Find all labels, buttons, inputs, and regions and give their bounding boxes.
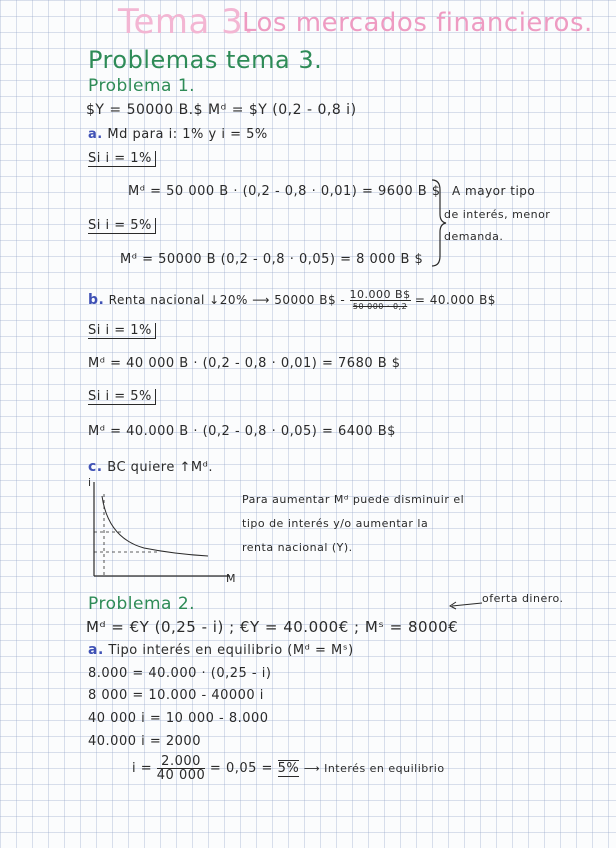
item-b-frac-num: 10.000 B$ bbox=[349, 288, 411, 301]
p2-step5-fraction bbox=[157, 755, 206, 782]
page-title: Los mercados financieros. bbox=[242, 8, 593, 38]
problem1-heading: Problema 1. bbox=[88, 76, 196, 96]
item-b-frac-den: 50 000 · 0,2 bbox=[352, 302, 408, 311]
item-a-text: Md para i: 1% y i = 5% bbox=[107, 127, 268, 142]
arrow-icon bbox=[444, 596, 484, 610]
section-heading: Problemas tema 3. bbox=[88, 46, 323, 74]
problem2-heading: Problema 2. bbox=[88, 594, 196, 614]
note-line-2: de interés, menor bbox=[444, 208, 551, 221]
note-line-1: A mayor tipo bbox=[452, 184, 536, 198]
graph-x-label: M bbox=[226, 572, 236, 585]
calc-md-4: Mᵈ = 40.000 B · (0,2 - 0,8 · 0,05) = 6400 B$ bbox=[88, 424, 396, 439]
item-c-text: BC quiere ↑Mᵈ. bbox=[107, 460, 213, 475]
problem2-a bbox=[88, 642, 354, 658]
p2-step-3: 40 000 i = 10 000 - 8.000 bbox=[88, 711, 269, 726]
item-b-fraction bbox=[350, 289, 411, 312]
problem1-b bbox=[88, 289, 496, 312]
p2-step5-den: 40 000 bbox=[156, 768, 206, 783]
p2-step-2: 8 000 = 10.000 - 40000 i bbox=[88, 688, 264, 703]
p2-step5-num: 2.000 bbox=[157, 755, 206, 769]
calc-md-2: Mᵈ = 50000 B (0,2 - 0,8 · 0,05) = 8 000 B $ bbox=[120, 252, 424, 267]
problem2-given: Mᵈ = €Y (0,25 - i) ; €Y = 40.000€ ; Mˢ = 8000€ bbox=[86, 618, 459, 636]
item-c-label: c. bbox=[88, 459, 103, 475]
note-line-3: demanda. bbox=[444, 230, 504, 243]
p2-step-5 bbox=[132, 755, 445, 782]
p2-step5-prefix: i = bbox=[132, 761, 157, 776]
case-b-i-1: Si i = 1% bbox=[88, 323, 156, 339]
p2-item-a-label: a. bbox=[88, 642, 104, 658]
problem1-a bbox=[88, 127, 268, 142]
item-b-result: = 40.000 B$ bbox=[414, 293, 496, 307]
p2-step5-mid: = 0,05 = bbox=[209, 761, 278, 776]
money-demand-graph bbox=[84, 476, 234, 586]
case-b-i-5: Si i = 5% bbox=[88, 389, 156, 405]
case-i-1: Si i = 1% bbox=[88, 151, 156, 167]
case-i-5: Si i = 5% bbox=[88, 218, 156, 234]
p2-item-a-text: Tipo interés en equilibrio (Mᵈ = Mˢ) bbox=[108, 643, 354, 658]
c-note-line-2: tipo de interés y/o aumentar la bbox=[242, 517, 429, 530]
problem2-annotation: oferta dinero. bbox=[482, 592, 564, 605]
calc-md-3: Mᵈ = 40 000 B · (0,2 - 0,8 · 0,01) = 7680 B $ bbox=[88, 356, 401, 371]
c-note-line-3: renta nacional (Y). bbox=[242, 541, 353, 554]
problem1-c bbox=[88, 459, 213, 475]
title-number: Tema 3. bbox=[118, 2, 255, 42]
p2-step-4: 40.000 i = 2000 bbox=[88, 734, 201, 749]
problem1-given: $Y = 50000 B.$ Mᵈ = $Y (0,2 - 0,8 i) bbox=[86, 102, 357, 118]
graph-y-label: i bbox=[88, 476, 92, 489]
p2-step5-result: 5% bbox=[277, 761, 300, 776]
brace-icon bbox=[428, 178, 448, 268]
item-b-label: b. bbox=[88, 292, 105, 308]
item-a-label: a. bbox=[88, 127, 103, 142]
c-note-line-1: Para aumentar Mᵈ puede disminuir el bbox=[242, 493, 465, 506]
p2-step-1: 8.000 = 40.000 · (0,25 - i) bbox=[88, 666, 272, 681]
calc-md-1: Mᵈ = 50 000 B · (0,2 - 0,8 · 0,01) = 9600 B $ bbox=[128, 184, 441, 199]
item-b-text: Renta nacional ↓20% ⟶ 50000 B$ - bbox=[108, 293, 350, 307]
p2-step5-suffix: ⟶ Interés en equilibrio bbox=[303, 762, 445, 775]
